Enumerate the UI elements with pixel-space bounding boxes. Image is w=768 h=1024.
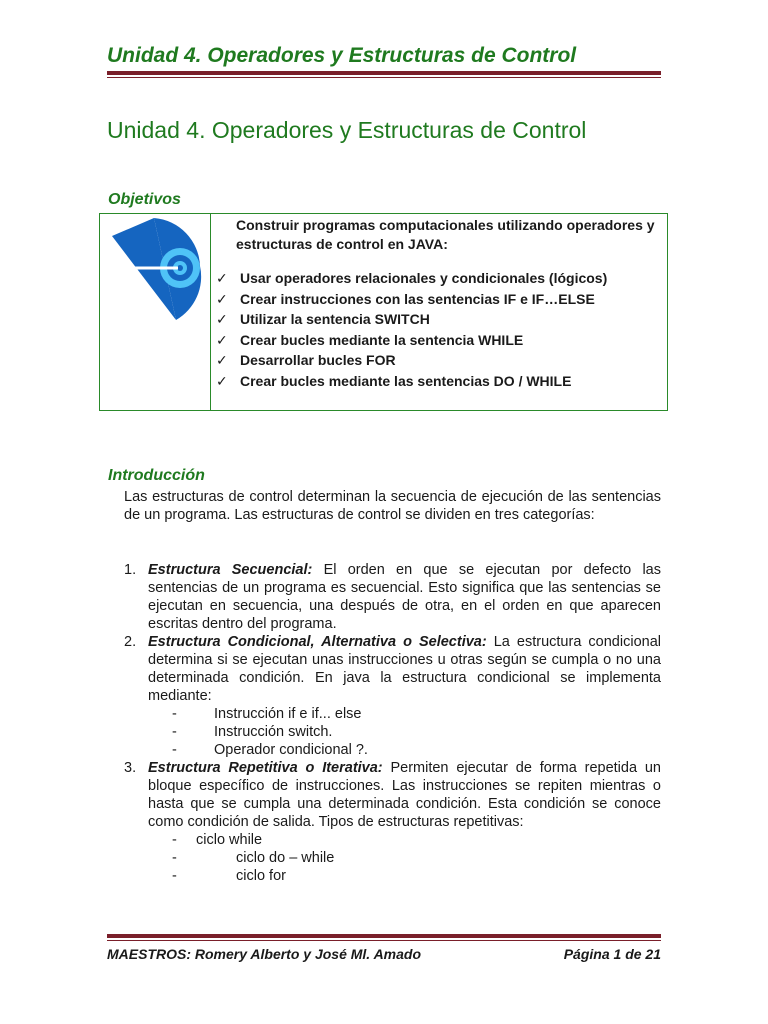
- objectives-list: [216, 268, 607, 392]
- footer-rule: [107, 934, 661, 938]
- sub-list-item: - Instrucción if e if... else: [172, 706, 362, 722]
- objectives-divider: [210, 213, 211, 411]
- header-rule: [107, 71, 661, 75]
- sub-list: [148, 831, 661, 885]
- list-item-text: La estructura condicional determina si se ejecutan unas instrucciones u otras según se cumpla o no una determinada condición. En java la estructura condicional se implementa mediante:: [148, 634, 661, 704]
- objectives-heading: Objetivos: [108, 191, 181, 208]
- list-number: 2.: [124, 634, 137, 650]
- list-item: [124, 561, 661, 633]
- objective-item: ✓ Utilizar la sentencia SWITCH: [216, 309, 607, 330]
- checkmark-icon: ✓: [216, 311, 228, 328]
- checkmark-icon: ✓: [216, 331, 228, 348]
- list-number: 1.: [124, 562, 137, 578]
- objective-item: ✓ Usar operadores relacionales y condicionales (lógicos): [216, 268, 607, 289]
- introduction-paragraph: Las estructuras de control determinan la secuencia de ejecución de las sentencias de un programa. Las estructuras de control se dividen en tres categorías:: [124, 489, 661, 523]
- objective-item: ✓ Crear bucles mediante la sentencia WHILE: [216, 330, 607, 351]
- list-item: [124, 633, 661, 759]
- list-item-title: Estructura Condicional, Alternativa o Selectiva:: [148, 634, 487, 650]
- sub-list-item: - ciclo for: [172, 868, 286, 884]
- sub-list-item: - Operador condicional ?.: [172, 742, 368, 758]
- document-title: Unidad 4. Operadores y Estructuras de Control: [107, 117, 587, 143]
- running-header-title: Unidad 4. Operadores y Estructuras de Control: [107, 44, 577, 67]
- objective-item: ✓ Crear bucles mediante las sentencias DO / WHILE: [216, 371, 607, 392]
- list-item-text: Permiten ejecutar de forma repetida un bloque específico de instrucciones. Las instrucciones se repiten mientras o hasta que se cumpla una determinada condición. Esta condición se conoce como condición de salida. Tipos de estructuras repetitivas:: [148, 760, 661, 830]
- sub-list-item: - ciclo do – while: [172, 850, 335, 866]
- checkmark-icon: ✓: [216, 352, 228, 369]
- checkmark-icon: ✓: [216, 290, 228, 307]
- control-structures-list: [124, 561, 661, 885]
- list-item-title: Estructura Repetitiva o Iterativa:: [148, 760, 383, 776]
- sub-list-item: - Instrucción switch.: [172, 724, 333, 740]
- list-number: 3.: [124, 760, 137, 776]
- arrow-fletching: [118, 262, 128, 274]
- objectives-intro: Construir programas computacionales utilizando operadores y estructuras de control en JAVA:: [236, 217, 655, 252]
- checkmark-icon: ✓: [216, 372, 228, 389]
- objective-item: ✓ Desarrollar bucles FOR: [216, 350, 607, 371]
- checkmark-icon: ✓: [216, 270, 228, 286]
- list-item-text: El orden en que se ejecutan por defecto las sentencias de un programa es secuencial. Esto significa que las sentencias se ejecutan en secuencia, una después de otra, en el orden en que aparecen escritas dentro del programa.: [148, 562, 661, 632]
- sub-list-item: - ciclo while: [172, 832, 263, 848]
- target-icon: [106, 216, 202, 324]
- page-number: Página 1 de 21: [563, 946, 661, 962]
- footer-authors: MAESTROS: Romery Alberto y José Ml. Amado: [107, 946, 422, 962]
- objective-item: ✓ Crear instrucciones con las sentencias IF e IF…ELSE: [216, 289, 607, 310]
- introduction-heading: Introducción: [108, 467, 205, 484]
- list-item-title: Estructura Secuencial:: [148, 562, 313, 578]
- footer-rule-thin: [107, 940, 661, 941]
- header-rule-thin: [107, 77, 661, 78]
- sub-list: [148, 705, 661, 759]
- list-item: [124, 759, 661, 885]
